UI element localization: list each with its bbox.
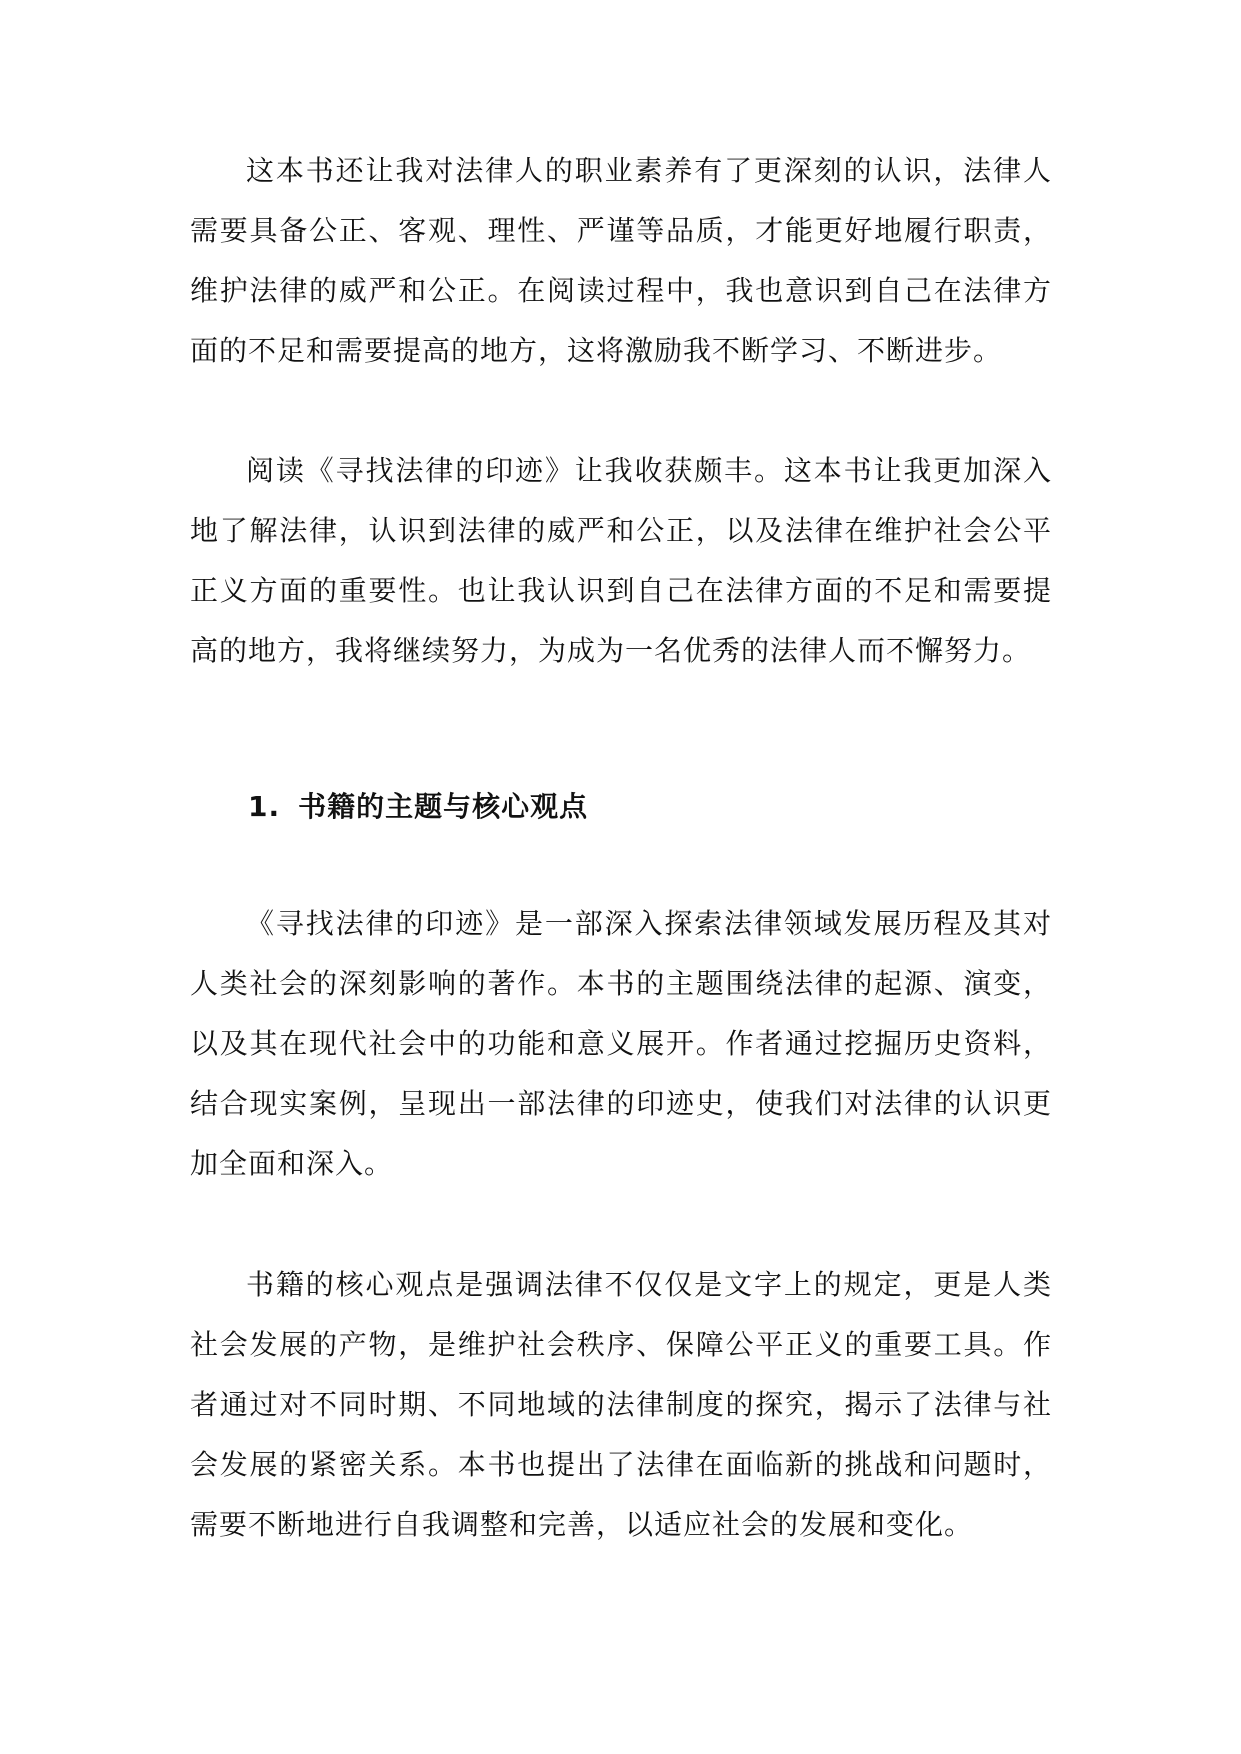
body-paragraph-2: 阅读《寻找法律的印迹》让我收获颇丰。这本书让我更加深入地了解法律，认识到法律的威严和公正，以及法律在维护社会公平正义方面的重要性。也让我认识到自己在法律方面的不足和需要提高的地方，我将继续努力，为成为一名优秀的法律人而不懈努力。 <box>190 454 1052 667</box>
section-paragraph-2: 书籍的核心观点是强调法律不仅仅是文字上的规定，更是人类社会发展的产物，是维护社会秩序、保障公平正义的重要工具。作者通过对不同时期、不同地域的法律制度的探究，揭示了法律与社会发展的紧密关系。本书也提出了法律在面临新的挑战和问题时，需要不断地进行自我调整和完善，以适应社会的发展和变化。 <box>190 1268 1052 1541</box>
section-paragraph-1: 《寻找法律的印迹》是一部深入探索法律领域发展历程及其对人类社会的深刻影响的著作。本书的主题围绕法律的起源、演变，以及其在现代社会中的功能和意义展开。作者通过挖掘历史资料，结合现实案例，呈现出一部法律的印迹史，使我们对法律的认识更加全面和深入。 <box>190 907 1052 1180</box>
section-number: 1. <box>248 790 281 823</box>
section-title: 书籍的主题与核心观点 <box>298 790 589 823</box>
body-paragraph-1: 这本书还让我对法律人的职业素养有了更深刻的认识，法律人需要具备公正、客观、理性、严谨等品质，才能更好地履行职责，维护法律的威严和公正。在阅读过程中，我也意识到自己在法律方面的不足和需要提高的地方，这将激励我不断学习、不断进步。 <box>190 154 1052 367</box>
section-heading <box>248 785 948 829</box>
